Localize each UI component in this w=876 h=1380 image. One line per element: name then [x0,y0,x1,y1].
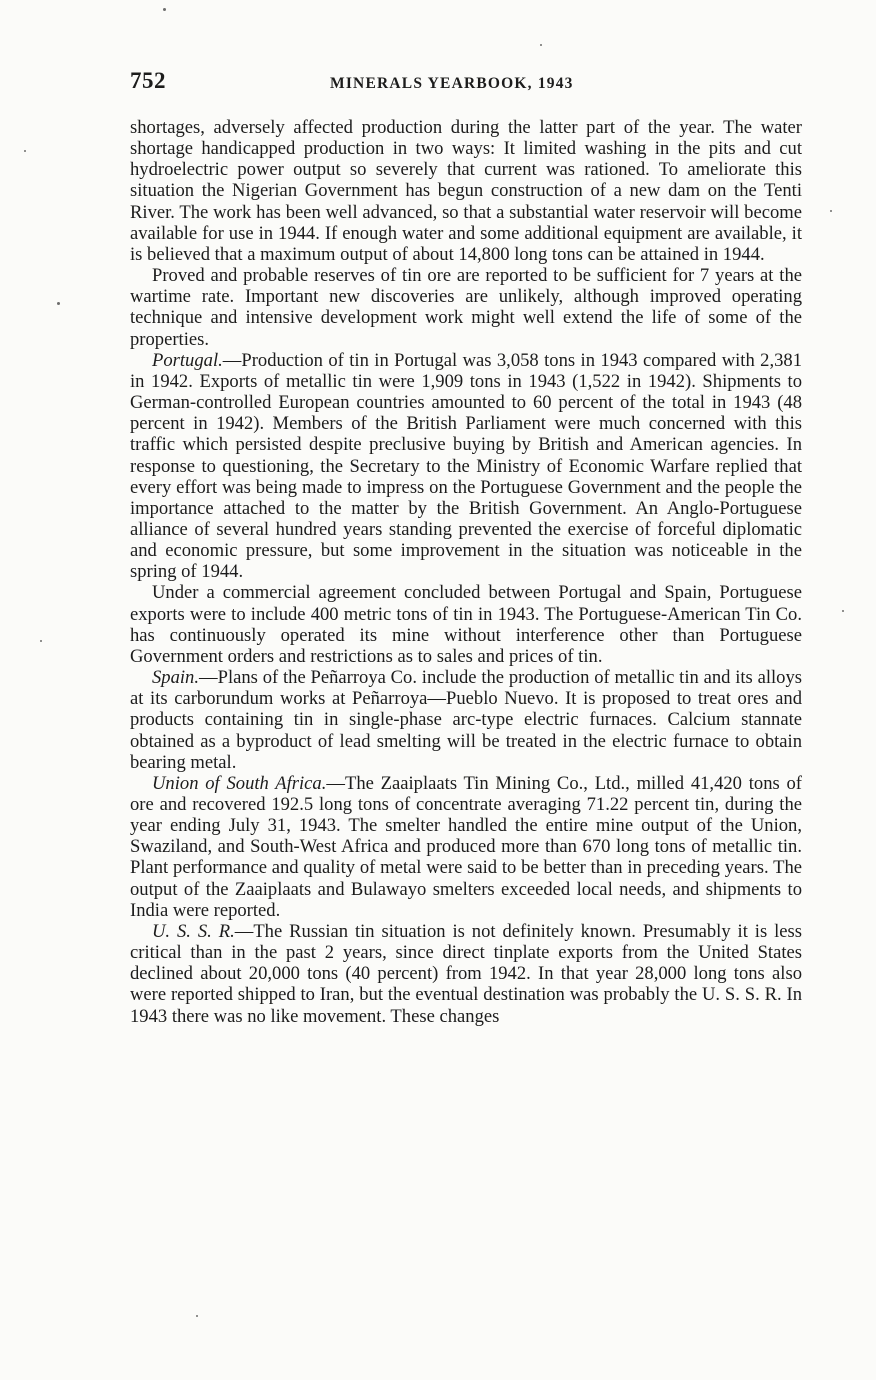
scan-speck [830,210,832,212]
scan-speck [196,1315,198,1317]
paragraph-portugal-spain-agreement: Under a commercial agreement concluded between Portugal and Spain, Portuguese exports were to include 400 metric tons of tin in 1943. The Portuguese-American Tin Co. has continuously operated its mine without interference other than Portuguese Government orders and restrictions as to sales and prices of tin. [130,582,802,667]
scan-speck [40,640,42,642]
page-header [130,68,802,98]
spain-text: —Plans of the Peñarroya Co. include the production of metallic tin and its alloys at its carborundum works at Peñarroya—Pueblo Nuevo. It is proposed to treat ores and products containing tin in single-phase arc-type electric furnaces. Calcium stannate obtained as a byproduct of lead smelting will be treated in the electric furnace to obtain bearing metal. [130,667,802,773]
paragraph-nigeria-reserves: Proved and probable reserves of tin ore are reported to be sufficient for 7 years at the wartime rate. Important new discoveries are unlikely, although improved operating technique and intensive development work might well extend the life of some of the properties. [130,265,802,350]
running-head: MINERALS YEARBOOK, 1943 [330,75,574,92]
paragraph-portugal [130,350,802,583]
ussr-text: —The Russian tin situation is not definitely known. Presumably it is less critical than in the past 2 years, since direct tinplate exports from the United States declined about 20,000 tons (40 percent) from 1942. In that year 28,000 long tons also were reported shipped to Iran, but the eventual destination was probably the U. S. S. R. In 1943 there was no like movement. These changes [130,920,802,1027]
scan-speck [24,150,26,152]
south-africa-text: —The Zaaiplaats Tin Mining Co., Ltd., milled 41,420 tons of ore and recovered 192.5 long tons of concentrate averaging 71.22 percent tin, during the year ending July 31, 1943. The smelter handled the entire mine output of the Union, Swaziland, and South-West Africa and produced more than 670 long tons of metallic tin. Plant performance and quality of metal were said to be better than in preceding years. The output of the Zaaiplaats and Bulawayo smelters exceeded local needs, and shipments to India were reported. [130,772,802,921]
paragraph-spain [130,667,802,773]
scan-speck [540,44,542,46]
scan-speck [57,302,60,305]
scan-speck [163,8,166,11]
portugal-text: —Production of tin in Portugal was 3,058 tons in 1943 compared with 2,381 in 1942. Exports of metallic tin were 1,909 tons in 1943 (1,522 in 1942). Shipments to German-controlled European countries amounted to 60 percent of the total in 1943 (48 percent in 1942). Members of the British Parliament were much concerned with this traffic which persisted despite preclusive buying by British and American agencies. In response to questioning, the Secretary to the Ministry of Economic Warfare replied that every effort was being made to impress on the Portuguese Government and the people the importance attached to the matter by the British Government. An Anglo-Portuguese alliance of several hundred years standing prevented the exercise of forceful diplomatic and economic pressure, but some improvement in the situation was noticeable in the spring of 1944. [130,349,802,583]
page-number: 752 [130,68,166,93]
scan-speck [842,610,844,612]
portugal-heading: Portugal. [152,349,223,371]
paragraph-ussr [130,921,802,1027]
south-africa-heading: Union of South Africa. [152,772,327,794]
spain-heading: Spain. [152,667,200,689]
ussr-heading: U. S. S. R. [152,920,235,942]
paragraph-nigeria-continued: shortages, adversely affected production during the latter part of the year. The water shortage handicapped production in two ways: It limited washing in the pits and cut hydroelectric power output so severely that current was rationed. To ameliorate this situation the Nigerian Government has begun construction of a new dam on the Tenti River. The work has been well advanced, so that a substantial water reservoir will become available for use in 1944. If enough water and some additional equipment are available, it is believed that a maximum output of about 14,800 long tons can be attained in 1944. [130,117,802,265]
body-text [130,117,802,1027]
paragraph-south-africa [130,773,802,921]
